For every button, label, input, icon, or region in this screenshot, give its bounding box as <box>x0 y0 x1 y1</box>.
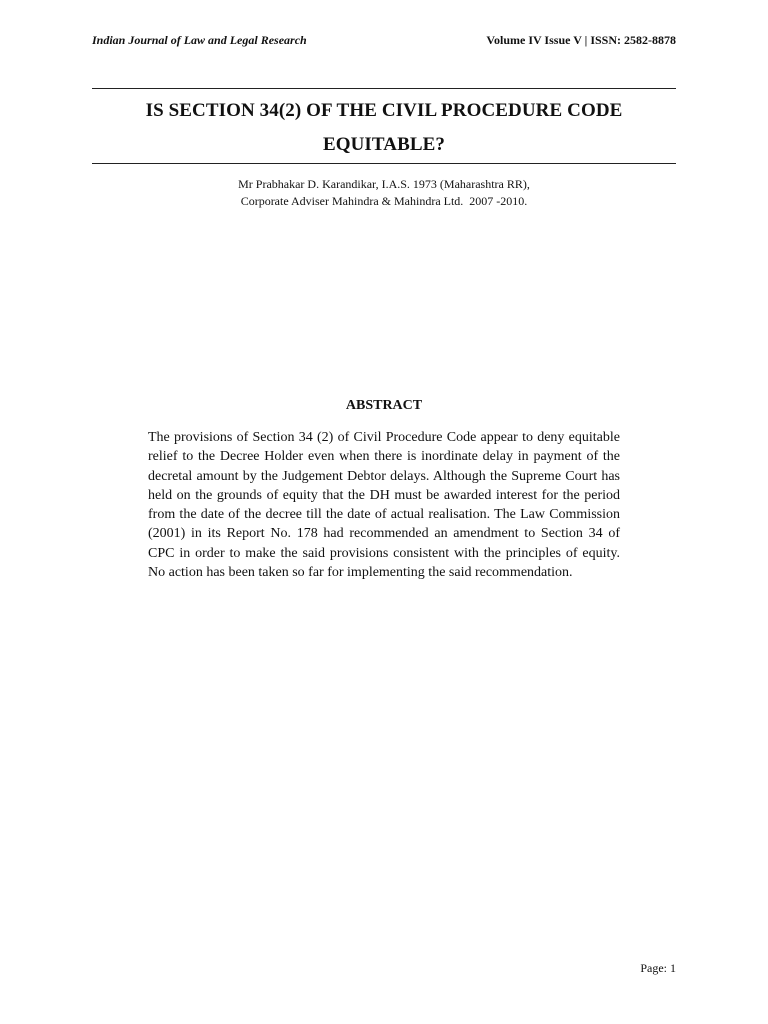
paper-title <box>92 94 676 162</box>
author-block <box>92 176 676 210</box>
journal-name: Indian Journal of Law and Legal Research <box>92 33 307 47</box>
paper-title-line-1: IS SECTION 34(2) OF THE CIVIL PROCEDURE CODE <box>145 100 623 121</box>
abstract-body: The provisions of Section 34 (2) of Civil Procedure Code appear to deny equitable relief to the Decree Holder even when there is inordinate delay in payment of the decretal amount by the Judgement Debtor delays. Although the Supreme Court has held on the grounds of equity that the DH must be awarded interest for the period from the date of the decree till the date of actual realisation. The Law Commission (2001) in its Report No. 178 had recommended an amendment to Section 34 of CPC in order to make the said provisions consistent with the principles of equity. No action has been taken so far for implementing the said recommendation. <box>148 430 620 581</box>
volume-issn: Volume IV Issue V | ISSN: 2582-8878 <box>486 33 676 47</box>
title-top-rule <box>92 88 676 89</box>
title-bottom-rule <box>92 163 676 164</box>
running-header <box>92 33 676 48</box>
page-number: Page: 1 <box>640 961 676 975</box>
author-line-1: Mr Prabhakar D. Karandikar, I.A.S. 1973 (Maharashtra RR), <box>238 177 530 191</box>
abstract-heading: ABSTRACT <box>345 398 423 413</box>
paper-title-line-2: EQUITABLE? <box>322 134 446 155</box>
author-line-2: Corporate Adviser Mahindra & Mahindra Ltd. 2007 -2010. <box>240 194 528 208</box>
